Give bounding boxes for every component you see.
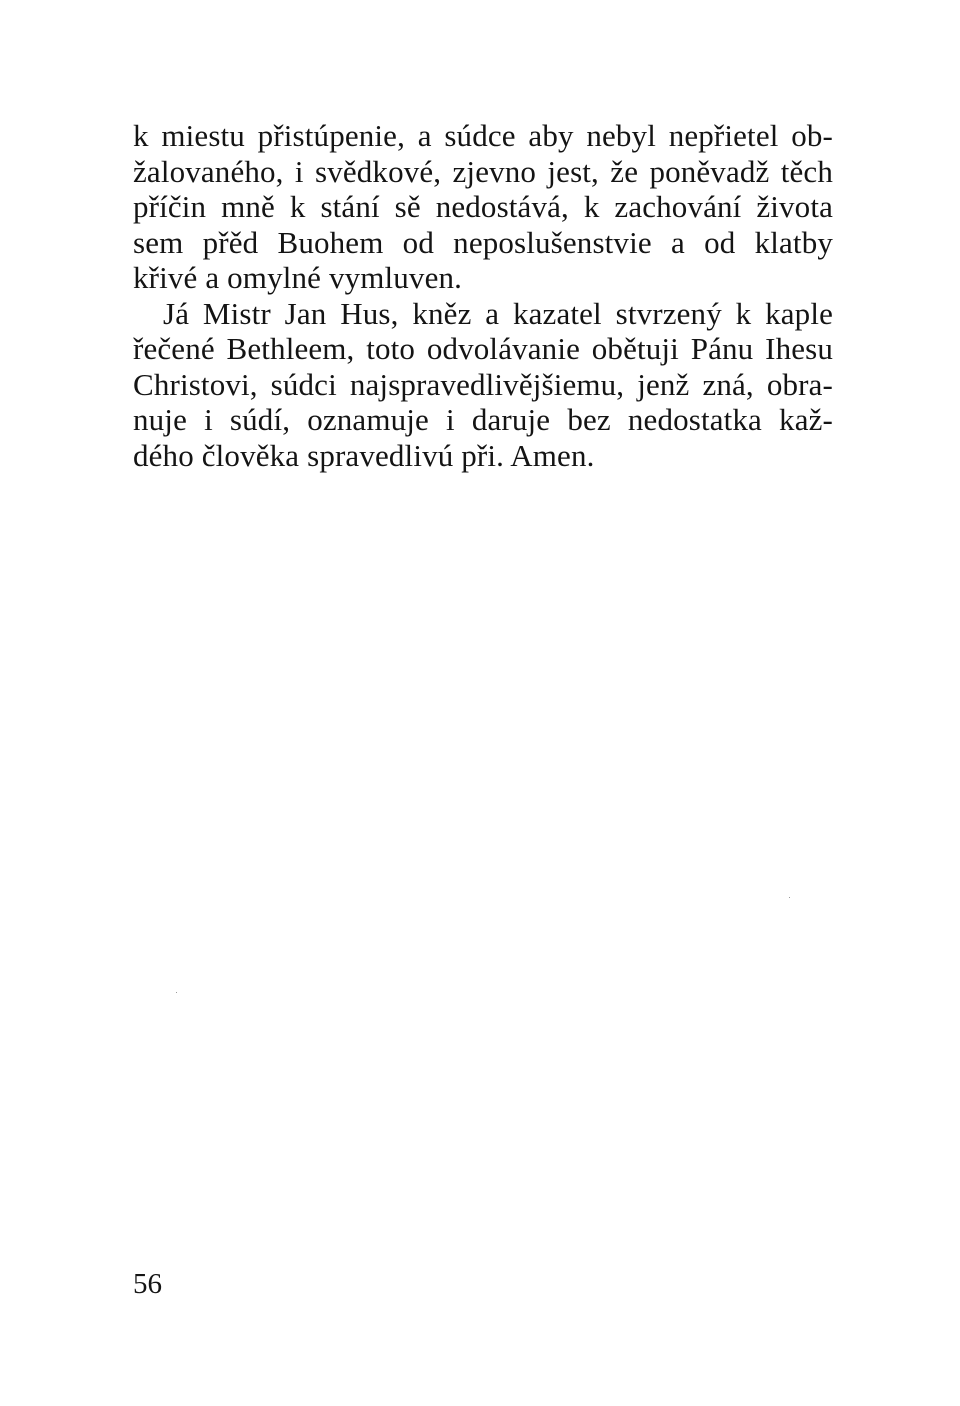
text-line: Já Mistr Jan Hus, kněz a kazatel stvrzený k kaple — [163, 295, 833, 331]
text-line: křivé a omylné vymluven. — [133, 260, 463, 295]
text-line: žalovaného, i svědkové, zjevno jest, že poněvadž těch — [133, 153, 833, 189]
text-line: k miestu přistúpenie, a súdce aby nebyl nepřietel ob- — [133, 118, 833, 153]
text-line: nuje i súdí, oznamuje i daruje bez nedostatka kaž- — [133, 402, 833, 437]
print-speck — [789, 897, 790, 898]
print-speck — [176, 992, 177, 993]
text-line: dého člověka spravedlivú při. Amen. — [133, 437, 595, 473]
body-text — [133, 118, 833, 473]
text-line: Christovi, súdci najspravedlivějšiemu, jenž zná, obra- — [133, 366, 833, 402]
page-number: 56 — [133, 1268, 162, 1300]
text-line: příčin mně k stání sě nedostává, k zachování života — [133, 189, 833, 224]
text-line: sem přěd Buohem od neposlušenstvie a od klatby — [133, 224, 833, 260]
text-line: řečené Bethleem, toto odvolávanie obětuji Pánu Ihesu — [133, 331, 833, 366]
